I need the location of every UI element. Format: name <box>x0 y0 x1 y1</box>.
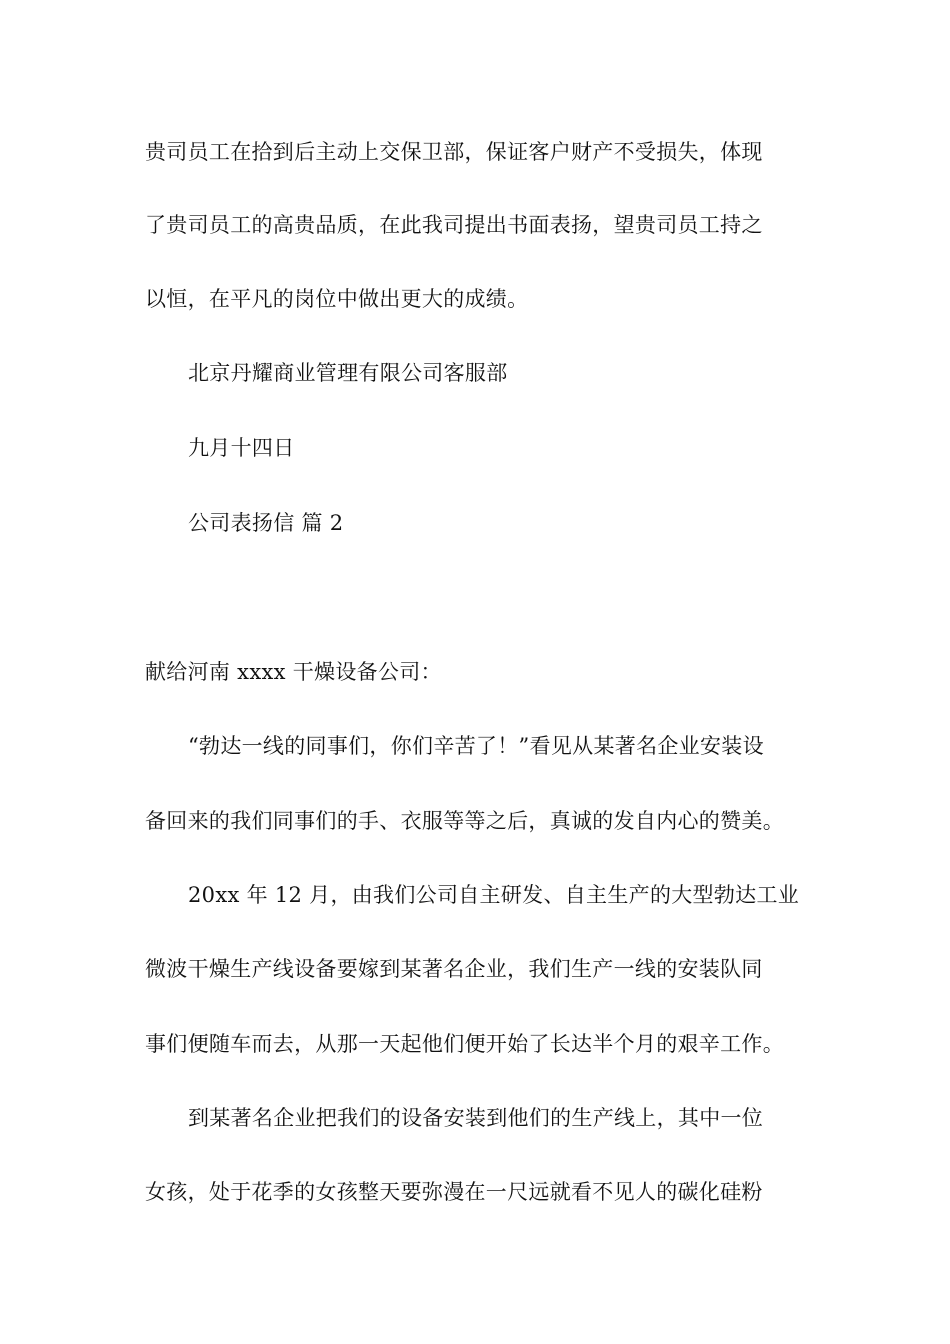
salutation: 献给河南 xxxx 干燥设备公司： <box>145 660 442 684</box>
paragraph-3-line-2: 微波干燥生产线设备要嫁到某著名企业，我们生产一线的安装队同 <box>145 957 763 981</box>
paragraph-1-line-3: 以恒，在平凡的岗位中做出更大的成绩。 <box>145 287 529 311</box>
paragraph-4-line-1: 到某著名企业把我们的设备安装到他们的生产线上，其中一位 <box>188 1106 764 1130</box>
paragraph-3-line-3: 事们便随车而去，从那一天起他们便开始了长达半个月的艰辛工作。 <box>145 1032 784 1056</box>
section-title: 公司表扬信 篇 2 <box>188 511 344 535</box>
signature-date: 九月十四日 <box>188 436 295 460</box>
paragraph-3-line-1: 20xx 年 12 月，由我们公司自主研发、自主生产的大型勃达工业 <box>188 883 800 907</box>
paragraph-4-line-2: 女孩，处于花季的女孩整天要弥漫在一尺远就看不见人的碳化硅粉 <box>145 1180 763 1204</box>
paragraph-1-line-1: 贵司员工在拾到后主动上交保卫部，保证客户财产不受损失，体现 <box>145 140 763 164</box>
signature-company: 北京丹耀商业管理有限公司客服部 <box>188 361 508 385</box>
paragraph-2-line-2: 备回来的我们同事们的手、衣服等等之后，真诚的发自内心的赞美。 <box>145 809 784 833</box>
paragraph-2-line-1: “勃达一线的同事们，你们辛苦了！”看见从某著名企业安装设 <box>188 734 764 758</box>
paragraph-1-line-2: 了贵司员工的高贵品质，在此我司提出书面表扬，望贵司员工持之 <box>145 213 763 237</box>
